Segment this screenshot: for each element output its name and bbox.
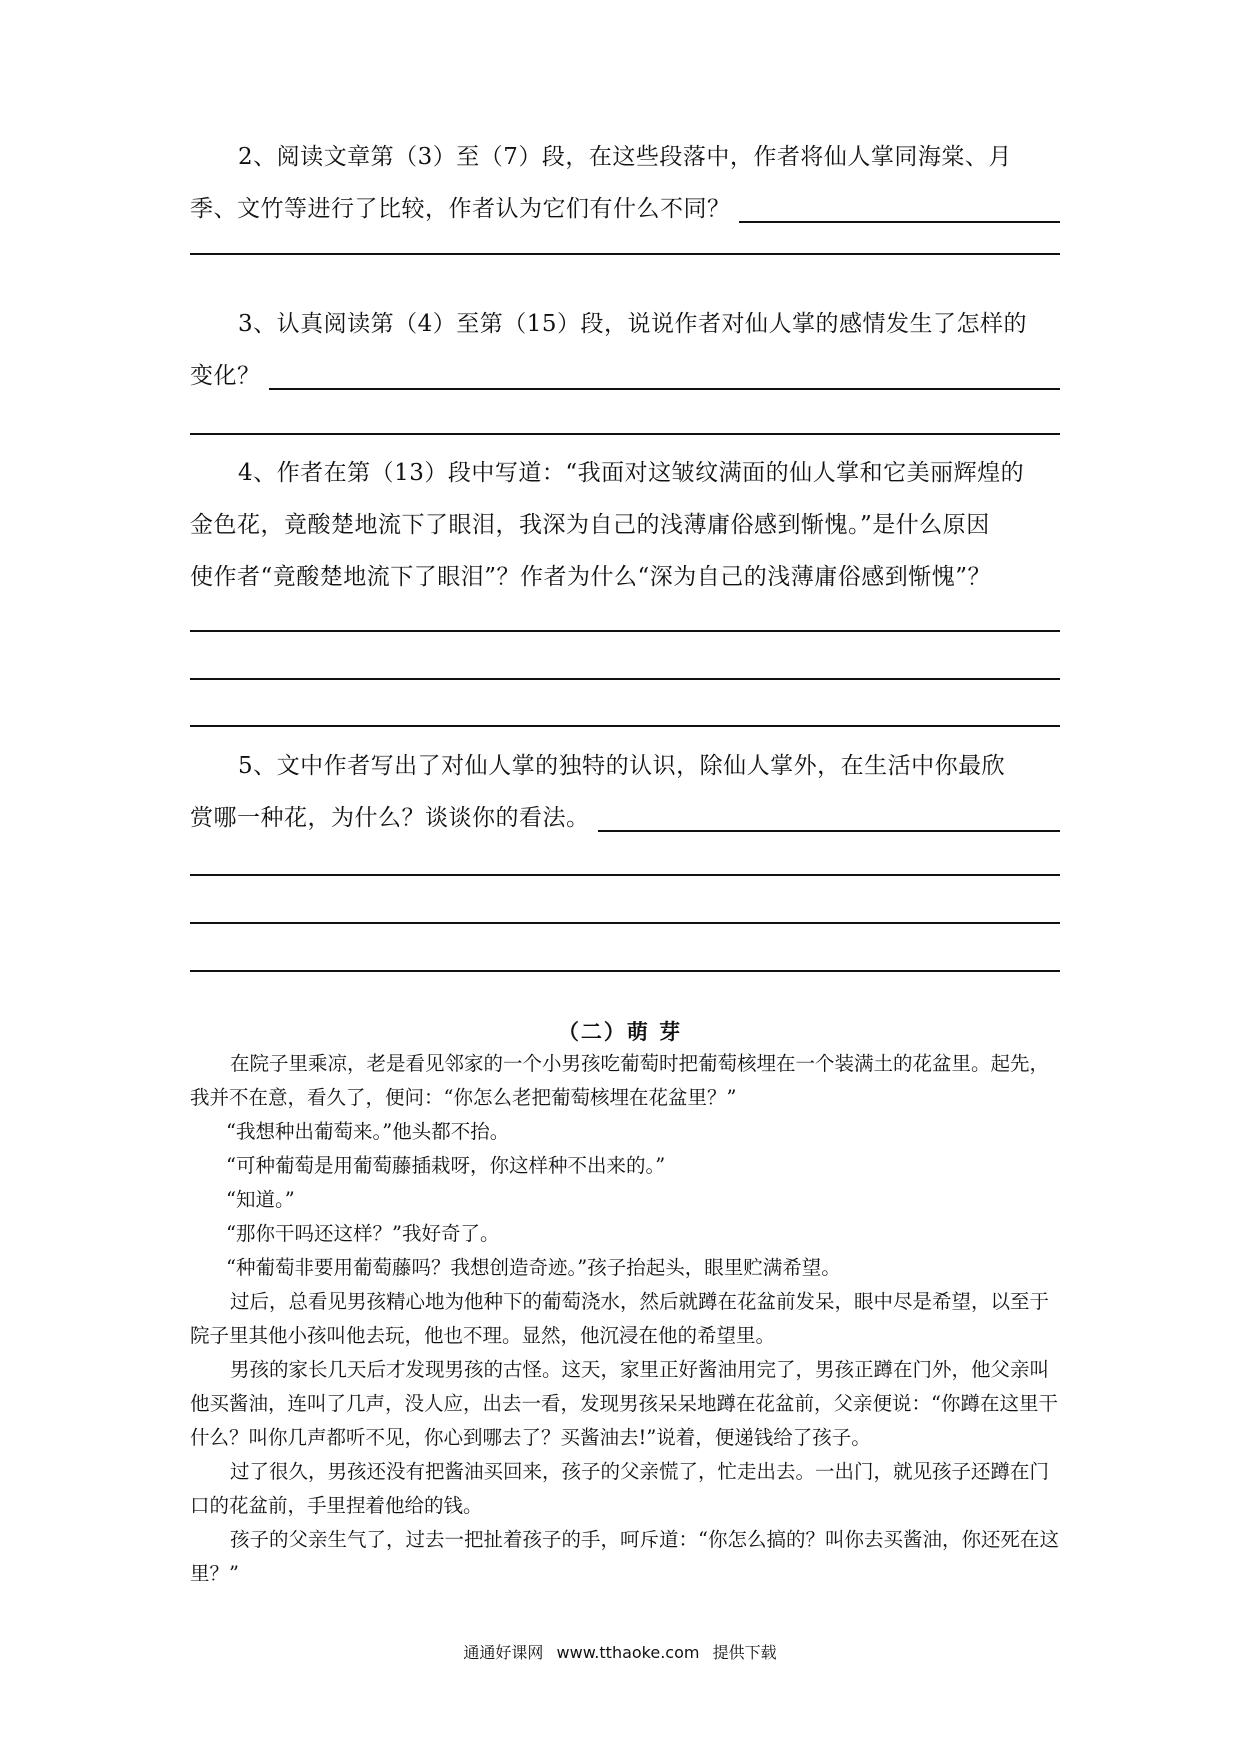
passage-paragraph-5: 孩子的父亲生气了，过去一把扯着孩子的手，呵斥道：“你怎么搞的？叫你去买酱油，你还死在这里？” [190, 1528, 1059, 1585]
dialogue-line-5: “种葡萄非要用葡萄藤吗？我想创造奇迹。”孩子抬起头，眼里贮满希望。 [226, 1256, 841, 1279]
footer-site-name: 通通好课网 [463, 1643, 544, 1662]
passage-paragraph-2: 过后，总看见男孩精心地为他种下的葡萄浇水，然后就蹲在花盆前发呆，眼中尽是希望，以至于院子里其他小孩叫他去玩，他也不理。显然，他沉浸在他的希望里。 [190, 1290, 1050, 1347]
reading-passage [190, 1047, 1060, 1591]
passage-paragraph-3: 男孩的家长几天后才发现男孩的古怪。这天，家里正好酱油用完了，男孩正蹲在门外，他父亲叫他买酱油，连叫了几声，没人应，出去一看，发现男孩呆呆地蹲在花盆前，父亲便说：“你蹲在这里干什么？叫你几声都听不见，你心到哪去了？买酱油去!”说着，便递钱给了孩子。 [190, 1358, 1058, 1449]
question-4-line-1: 4、作者在第（13）段中写道：“我面对这皱纹满面的仙人掌和它美丽辉煌的 [238, 460, 1025, 486]
question-2-line-2: 季、文竹等进行了比较，作者认为它们有什么不同？ [190, 196, 731, 222]
answer-blank-3a[interactable] [269, 387, 1061, 390]
footer-url[interactable]: www.tthaoke.com [556, 1643, 700, 1662]
answer-blank-2a[interactable] [739, 220, 1061, 223]
question-5 [190, 740, 1060, 844]
question-4 [190, 447, 1060, 603]
question-2 [190, 131, 1060, 235]
answer-line-5c[interactable] [190, 922, 1060, 924]
question-5-line-1: 5、文中作者写出了对仙人掌的独特的认识，除仙人掌外，在生活中你最欣 [238, 753, 1006, 779]
passage-paragraph-4: 过了很久，男孩还没有把酱油买回来，孩子的父亲慌了，忙走出去。一出门，就见孩子还蹲在门口的花盆前，手里捏着他给的钱。 [190, 1460, 1050, 1517]
passage-paragraph-1: 在院子里乘凉，老是看见邻家的一个小男孩吃葡萄时把葡萄核埋在一个装满土的花盆里。起先，我并不在意，看久了，便问：“你怎么老把葡萄核埋在花盆里？” [190, 1052, 1050, 1109]
dialogue-line-2: “可种葡萄是用葡萄藤插栽呀，你这样种不出来的。” [226, 1154, 666, 1177]
answer-line-5b[interactable] [190, 874, 1060, 876]
dialogue-line-1: “我想种出葡萄来。”他头都不抬。 [226, 1120, 510, 1143]
answer-line-4a[interactable] [190, 630, 1060, 632]
dialogue-line-4: “那你干吗还这样？”我好奇了。 [226, 1222, 500, 1245]
answer-line-2b[interactable] [190, 253, 1060, 255]
page-footer [0, 1640, 1240, 1663]
question-4-line-3: 使作者“竟酸楚地流下了眼泪”？作者为什么“深为自己的浅薄庸俗感到惭愧”？ [190, 564, 992, 590]
answer-line-4c[interactable] [190, 725, 1060, 727]
question-3 [190, 298, 1060, 402]
question-2-line-1: 2、阅读文章第（3）至（7）段，在这些段落中，作者将仙人掌同海棠、月 [238, 144, 1012, 170]
answer-line-3b[interactable] [190, 433, 1060, 435]
answer-line-5d[interactable] [190, 970, 1060, 972]
passage-title: （二）萌 芽 [557, 1020, 683, 1044]
footer-note: 提供下载 [712, 1643, 777, 1662]
dialogue-line-3: “知道。” [226, 1188, 295, 1211]
question-3-line-2: 变化？ [190, 363, 261, 389]
answer-blank-5a[interactable] [598, 829, 1061, 832]
answer-line-4b[interactable] [190, 678, 1060, 680]
question-3-line-1: 3、认真阅读第（4）至第（15）段，说说作者对仙人掌的感情发生了怎样的 [238, 311, 1028, 337]
question-5-line-2: 赏哪一种花，为什么？谈谈你的看法。 [190, 805, 590, 831]
question-4-line-2: 金色花，竟酸楚地流下了眼泪，我深为自己的浅薄庸俗感到惭愧。”是什么原因 [190, 512, 990, 538]
